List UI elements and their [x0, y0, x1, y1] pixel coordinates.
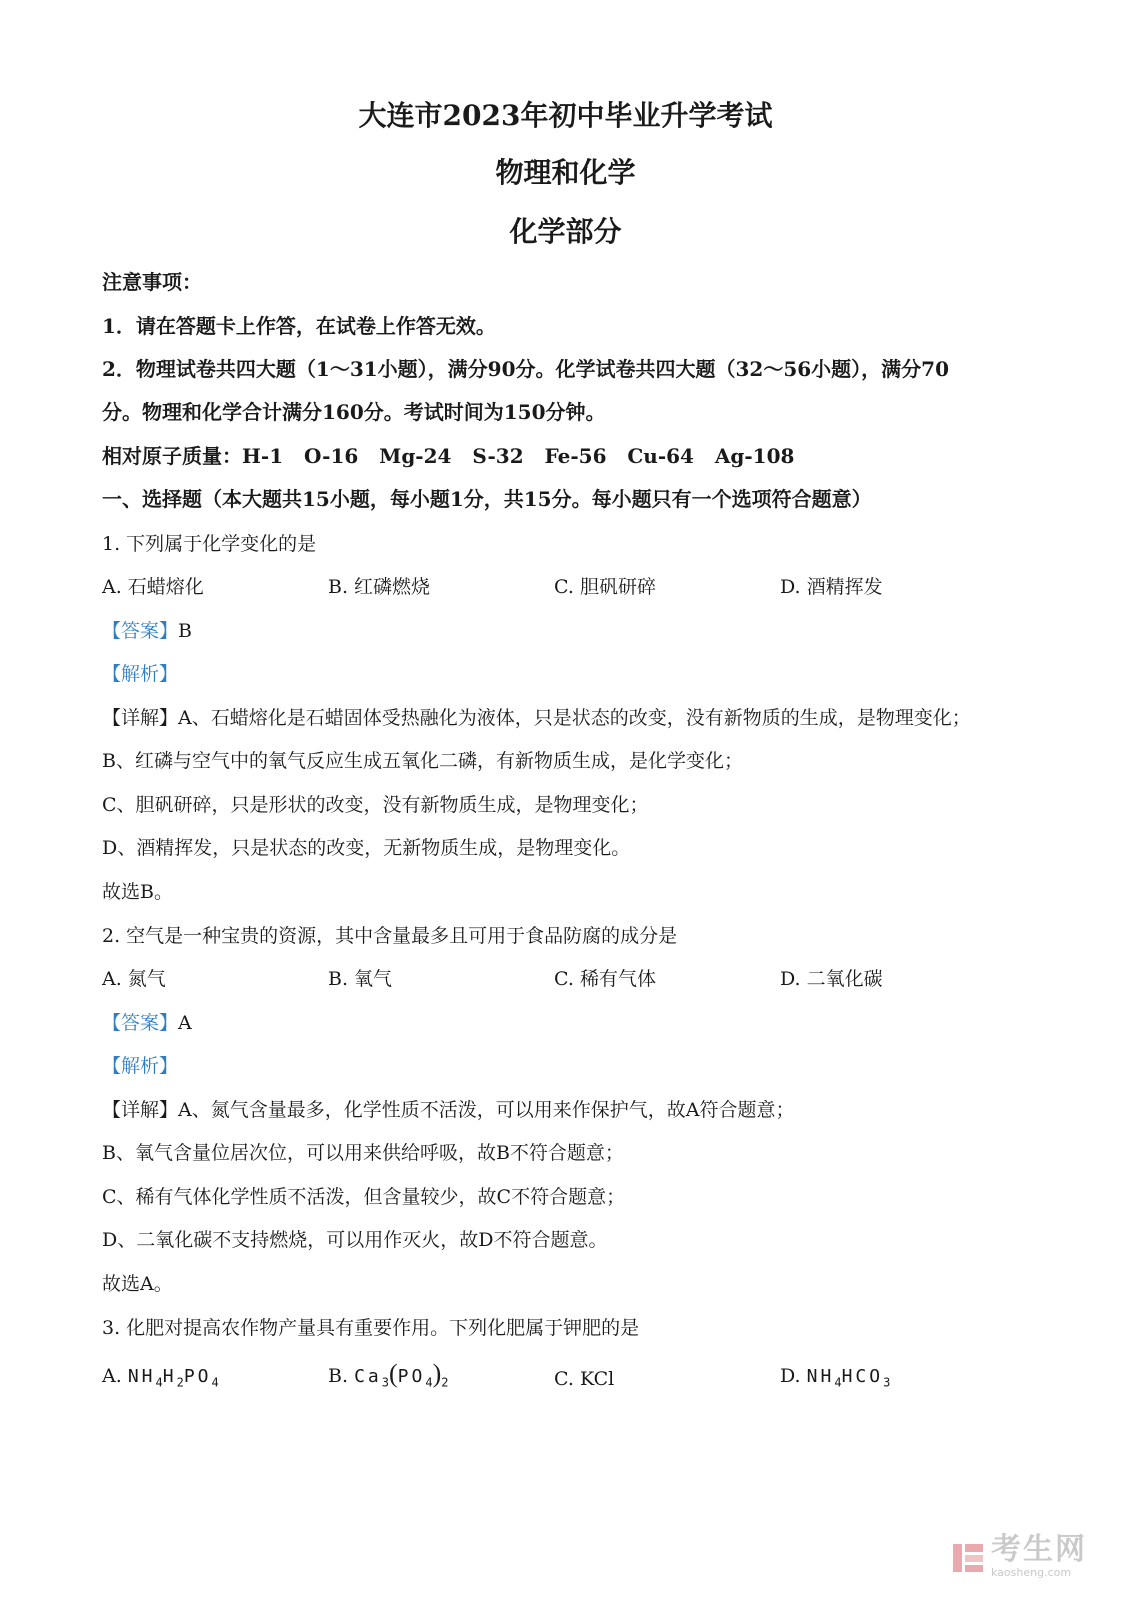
- q3-option-b: [328, 1360, 448, 1397]
- q2-detail-1: 【详解】A、氮气含量最多，化学性质不活泼，可以用来作保护气，故A符合题意；: [102, 1099, 795, 1121]
- q1-conclusion: 故选B。: [102, 881, 173, 903]
- q3-option-c: C. KCl: [554, 1368, 615, 1390]
- watermark-domain: kaosheng.com: [991, 1566, 1072, 1579]
- q2-option-b: B. 氧气: [328, 968, 393, 990]
- q2-answer: [102, 1009, 192, 1037]
- q1-analysis-tag: 【解析】: [102, 663, 179, 685]
- q1-detail-2: B、红磷与空气中的氧气反应生成五氧化二磷，有新物质生成，是化学变化；: [102, 750, 743, 772]
- q3-option-a: [102, 1362, 219, 1397]
- q1-detail-3: C、胆矾研碎，只是形状的改变，没有新物质生成，是物理变化；: [102, 794, 649, 816]
- section-heading: 一、选择题（本大题共15小题，每小题1分，共15分。每小题只有一个选项符合题意）: [102, 487, 872, 511]
- q3-option-a-label: A.: [102, 1365, 122, 1387]
- note-2-line-2: 分。物理和化学合计满分160分。考试时间为150分钟。: [102, 400, 606, 424]
- site-logo-icon: [951, 1540, 985, 1574]
- q2-conclusion: 故选A。: [102, 1273, 173, 1295]
- q2-detail-3: C、稀有气体化学性质不活泼，但含量较少，故C不符合题意；: [102, 1186, 626, 1208]
- q3-option-b-label: B.: [328, 1365, 349, 1387]
- exam-subject: 物理和化学: [495, 156, 636, 189]
- q3-option-d-formula: $NH_4HCO_3$: [806, 1366, 891, 1390]
- q1-option-d: D. 酒精挥发: [780, 576, 883, 598]
- q1-answer-tag: 【答案】: [102, 620, 179, 642]
- q3-option-d-label: D.: [780, 1365, 801, 1387]
- q1-option-b: B. 红磷燃烧: [328, 576, 431, 598]
- q2-detail-2: B、氧气含量位居次位，可以用来供给呼吸，故B不符合题意；: [102, 1142, 624, 1164]
- watermark-name: 考生网: [991, 1532, 1087, 1567]
- q1-option-a: A. 石蜡熔化: [102, 576, 204, 598]
- atomic-masses: 相对原子质量：H-1 O-16 Mg-24 S-32 Fe-56 Cu-64 Ag-108: [102, 444, 795, 468]
- q1-option-c: C. 胆矾研碎: [554, 576, 656, 598]
- q2-answer-value: A: [178, 1012, 192, 1034]
- q3-stem: 3. 化肥对提高农作物产量具有重要作用。下列化肥属于钾肥的是: [102, 1317, 640, 1339]
- q2-option-c: C. 稀有气体: [554, 968, 656, 990]
- q2-analysis-tag: 【解析】: [102, 1055, 179, 1077]
- exam-title: 大连市2023年初中毕业升学考试: [358, 99, 773, 132]
- q3-option-b-formula: $Ca_3(PO_4)_2$: [354, 1359, 449, 1390]
- exam-part: 化学部分: [509, 215, 622, 248]
- q2-option-d: D. 二氧化碳: [780, 968, 883, 990]
- q2-detail-4: D、二氧化碳不支持燃烧，可以用作灭火，故D不符合题意。: [102, 1229, 608, 1251]
- q1-answer-value: B: [178, 620, 192, 642]
- notes-heading: 注意事项：: [102, 270, 202, 294]
- q1-answer: [102, 617, 192, 645]
- q2-answer-tag: 【答案】: [102, 1012, 179, 1034]
- q1-stem: 1. 下列属于化学变化的是: [102, 533, 317, 555]
- q3-option-d: [780, 1362, 890, 1397]
- note-2-line-1: 2．物理试卷共四大题（1～31小题），满分90分。化学试卷共四大题（32～56小题），满分70: [102, 357, 949, 381]
- q1-detail-1: 【详解】A、石蜡熔化是石蜡固体受热融化为液体，只是状态的改变，没有新物质的生成，是物理变化；: [102, 707, 971, 729]
- note-1: 1．请在答题卡上作答，在试卷上作答无效。: [102, 314, 496, 338]
- q1-detail-4: D、酒精挥发，只是状态的改变，无新物质生成，是物理变化。: [102, 837, 631, 859]
- q3-option-a-formula: $NH_4H_2PO_4$: [127, 1366, 219, 1390]
- site-watermark: [951, 1532, 1087, 1579]
- q2-stem: 2. 空气是一种宝贵的资源，其中含量最多且可用于食品防腐的成分是: [102, 925, 678, 947]
- q2-option-a: A. 氮气: [102, 968, 166, 990]
